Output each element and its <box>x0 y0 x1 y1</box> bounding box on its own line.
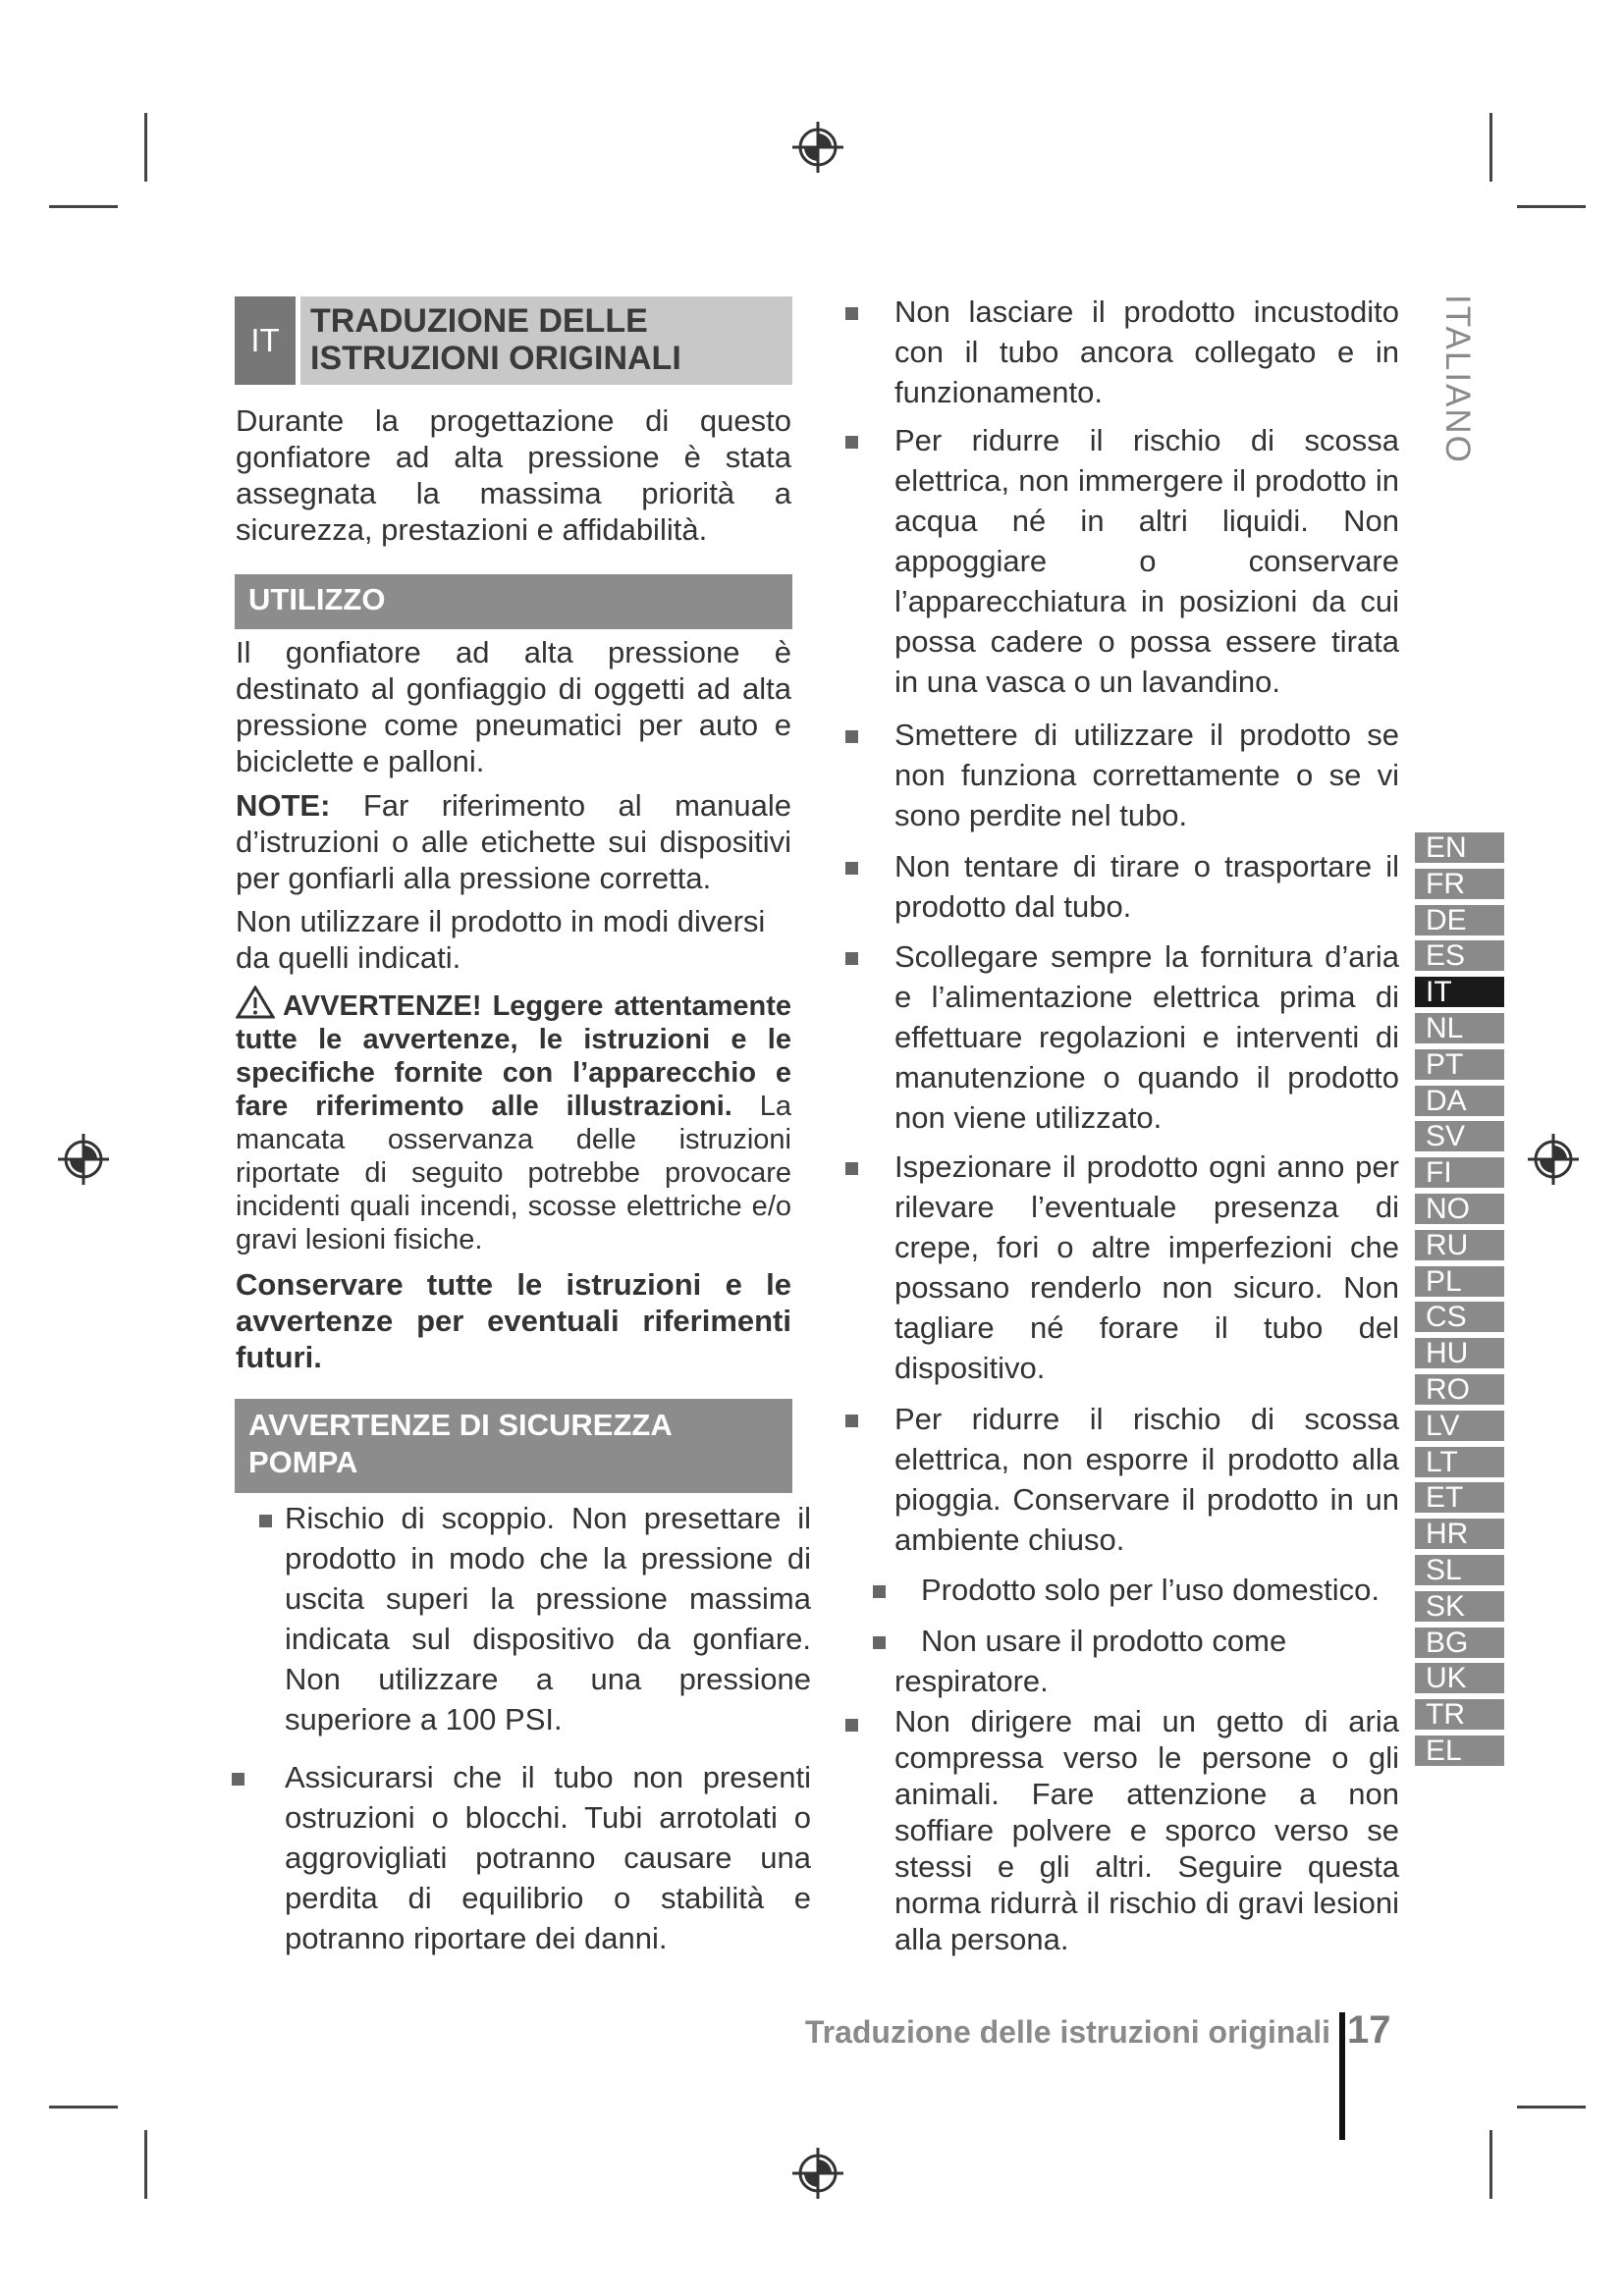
warning-paragraph <box>236 986 791 1256</box>
lang-tab-sl[interactable]: SL <box>1415 1555 1504 1585</box>
lang-tab-ro[interactable]: RO <box>1415 1374 1504 1405</box>
language-tab-strip <box>1415 832 1504 1772</box>
lang-tab-pl[interactable]: PL <box>1415 1266 1504 1297</box>
section-heading-safety <box>235 1399 792 1493</box>
bullet-icon <box>845 730 858 743</box>
list-item: Assicurarsi che il tubo non presenti ostruzioni o blocchi. Tubi arrotolati o aggrovigliati potranno causare una perdita di equilibrio o stabilità e potranno riportare dei danni. <box>285 1760 811 1955</box>
lang-tab-nl[interactable]: NL <box>1415 1013 1504 1043</box>
title-line-2: ISTRUZIONI ORIGINALI <box>310 340 681 377</box>
crop-mark <box>49 205 118 208</box>
warning-triangle-icon <box>236 986 275 1019</box>
list-item: Per ridurre il rischio di scossa elettrica, non esporre il prodotto alla pioggia. Conservare il prodotto in un ambiente chiuso. <box>894 1402 1399 1557</box>
note-label: NOTE: <box>236 788 331 823</box>
list-item: Smettere di utilizzare il prodotto se non funziona correttamente o se vi sono perdite nel tubo. <box>894 718 1399 832</box>
side-language-text: ITALIANO <box>1438 294 1477 464</box>
bullet-icon <box>259 1515 272 1527</box>
crop-mark <box>1489 2130 1492 2199</box>
lang-tab-sk[interactable]: SK <box>1415 1591 1504 1622</box>
lang-tab-hr[interactable]: HR <box>1415 1519 1504 1549</box>
lang-tab-bg[interactable]: BG <box>1415 1628 1504 1658</box>
crop-mark <box>1517 205 1586 208</box>
crop-mark <box>1517 2106 1586 2109</box>
lang-tab-de[interactable]: DE <box>1415 905 1504 935</box>
registration-mark-icon <box>56 1132 111 1187</box>
lang-tab-cs[interactable]: CS <box>1415 1302 1504 1332</box>
page-number-divider <box>1339 2012 1345 2140</box>
list-item: Non dirigere mai un getto di aria compressa verso le persone o gli animali. Fare attenzione a non soffiare polvere e sporco verso se stessi e gli altri. Seguire questa norma ridurrà il rischio di gravi lesioni alla persona. <box>894 1704 1399 1956</box>
bullet-icon <box>845 1415 858 1427</box>
bullet-icon <box>845 307 858 320</box>
bullet-icon <box>845 1162 858 1175</box>
list-item: Scollegare sempre la fornitura d’aria e l’alimentazione elettrica prima di effettuare regolazioni e interventi di manutenzione o quando il prodotto non viene utilizzato. <box>894 939 1399 1135</box>
lang-tab-no[interactable]: NO <box>1415 1194 1504 1224</box>
lang-tab-ru[interactable]: RU <box>1415 1230 1504 1260</box>
lang-tab-it[interactable]: IT <box>1415 977 1504 1007</box>
footer-title: Traduzione delle istruzioni originali <box>804 2014 1330 2050</box>
utilizzo-paragraph: Il gonfiatore ad alta pressione è destinato al gonfiaggio di oggetti ad alta pressione come pneumatici per auto e biciclette e palloni. <box>236 635 791 778</box>
title-line-1: TRADUZIONE DELLE <box>310 302 648 340</box>
list-item: Non lasciare il prodotto incustodito con il tubo ancora collegato e in funzionamento. <box>894 294 1399 409</box>
conserve-paragraph: Conservare tutte le istruzioni e le avvertenze per eventuali riferimenti futuri. <box>236 1267 791 1374</box>
crop-mark <box>144 2130 147 2199</box>
usage-restriction: Non utilizzare il prodotto in modi diversi da quelli indicati. <box>236 904 766 975</box>
lang-tab-hu[interactable]: HU <box>1415 1338 1504 1368</box>
list-item: Ispezionare il prodotto ogni anno per rilevare l’eventuale presenza di crepe, fori o altre imperfezioni che possano renderlo non sicuro. Non tagliare né forare il tubo del dispositivo. <box>894 1149 1399 1385</box>
safety-heading-line-2: POMPA <box>248 1445 358 1479</box>
list-item: Rischio di scoppio. Non presettare il prodotto in modo che la pressione di uscita superi la pressione massima indicata sul dispositivo da gonfiare. Non utilizzare a una pressione superiore a 100 PSI. <box>285 1501 811 1736</box>
lang-tab-lv[interactable]: LV <box>1415 1411 1504 1441</box>
registration-mark-icon <box>790 120 845 175</box>
lang-tab-et[interactable]: ET <box>1415 1482 1504 1513</box>
lang-tab-es[interactable]: ES <box>1415 940 1504 971</box>
registration-mark-icon <box>1526 1132 1581 1187</box>
warning-body-text: La mancata osservanza delle istruzioni riportate di seguito potrebbe provocare incidenti quali incendi, scosse elettriche e/o gravi lesioni fisiche. <box>236 1091 791 1255</box>
language-badge: IT <box>235 296 296 385</box>
bullet-icon <box>873 1636 886 1649</box>
lang-tab-tr[interactable]: TR <box>1415 1699 1504 1730</box>
bullet-icon <box>845 952 858 965</box>
registration-mark-icon <box>790 2146 845 2201</box>
page-title <box>300 296 792 385</box>
page-number: 17 <box>1347 2008 1391 2052</box>
note-text: Far riferimento al manuale d’istruzioni o alle etichette sui dispositivi per gonfiarli alla pressione corretta. <box>236 788 791 895</box>
side-language-label <box>1410 294 1508 471</box>
lang-tab-uk[interactable]: UK <box>1415 1663 1504 1693</box>
bullet-icon <box>232 1773 244 1786</box>
bullet-icon <box>845 436 858 449</box>
intro-paragraph: Durante la progettazione di questo gonfiatore ad alta pressione è stata assegnata la massima priorità a sicurezza, prestazioni e affidabilità. <box>236 403 791 547</box>
lang-tab-sv[interactable]: SV <box>1415 1121 1504 1151</box>
warning-bold-text: AVVERTENZE! Leggere attentamente tutte le avvertenze, le istruzioni e le specifiche fornite con l’apparecchio e fare riferimento alle illustrazioni. <box>236 990 791 1122</box>
lang-tab-lt[interactable]: LT <box>1415 1447 1504 1477</box>
list-item: Non tentare di tirare o trasportare il prodotto dal tubo. <box>894 849 1399 924</box>
list-item: Per ridurre il rischio di scossa elettrica, non immergere il prodotto in acqua né in altri liquidi. Non appoggiare o conservare l’apparecchiatura in posizioni da cui possa cadere o possa essere tirata in una vasca o un lavandino. <box>894 423 1399 699</box>
bullet-icon <box>845 1719 858 1732</box>
crop-mark <box>1489 113 1492 182</box>
lang-tab-fi[interactable]: FI <box>1415 1157 1504 1188</box>
crop-mark <box>144 113 147 182</box>
lang-tab-da[interactable]: DA <box>1415 1086 1504 1116</box>
bullet-icon <box>873 1585 886 1598</box>
section-heading-utilizzo: UTILIZZO <box>235 574 792 629</box>
list-item: Prodotto solo per l’uso domestico. <box>921 1573 1380 1607</box>
safety-heading-line-1: AVVERTENZE DI SICUREZZA <box>248 1408 673 1442</box>
lang-tab-el[interactable]: EL <box>1415 1735 1504 1766</box>
note-paragraph <box>236 787 791 896</box>
lang-tab-pt[interactable]: PT <box>1415 1049 1504 1080</box>
crop-mark <box>49 2106 118 2109</box>
list-item: Non usare il prodotto come respiratore. <box>894 1624 1287 1698</box>
bullet-icon <box>845 862 858 875</box>
lang-tab-en[interactable]: EN <box>1415 832 1504 863</box>
lang-tab-fr[interactable]: FR <box>1415 869 1504 899</box>
